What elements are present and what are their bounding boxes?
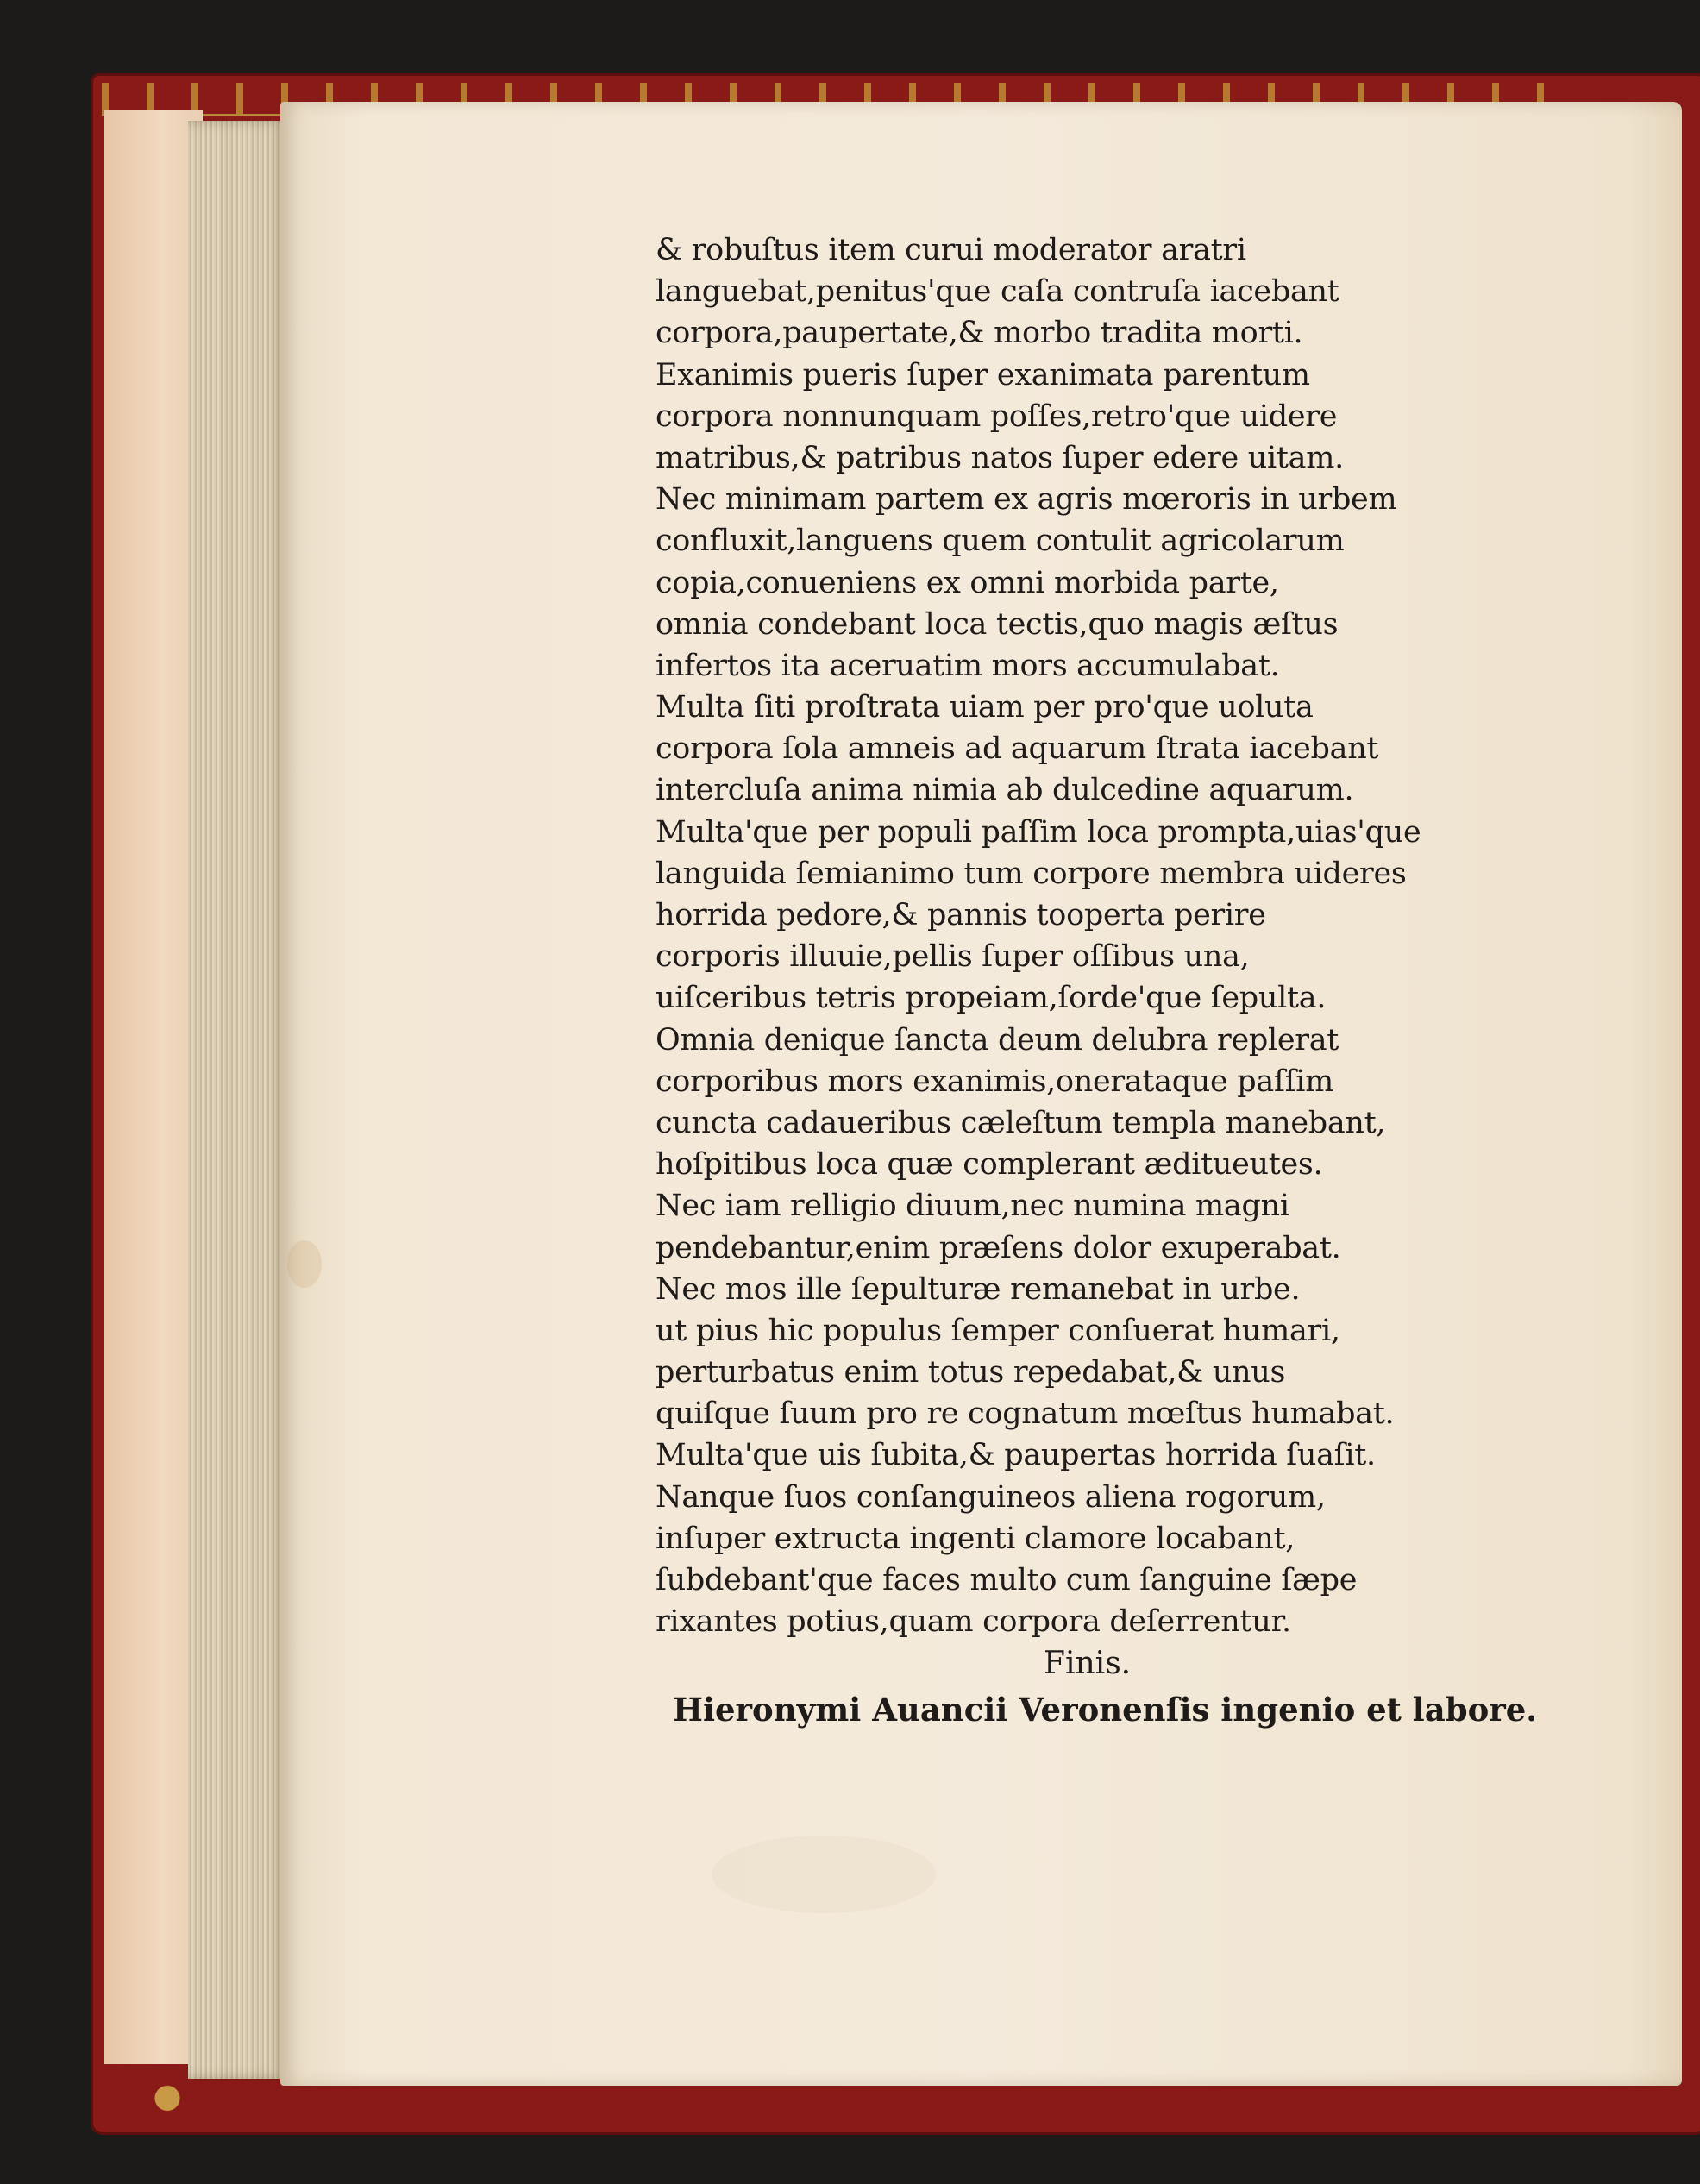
text-line: ut pius hic populus ſemper conſuerat humari, [656,1313,1340,1348]
main-text-block [656,229,1587,1642]
finis-label: Finis. [1044,1646,1132,1681]
text-line: Nec iam relligio diuum,nec numina magni [656,1189,1289,1224]
text-line: Multa'que per populi paſſim loca prompta,uias'que [656,814,1421,850]
text-line: quiſque ſuum pro re cognatum mœſtus humabat. [656,1396,1395,1432]
text-line: omnia condebant loca tectis,quo magis æſtus [656,606,1339,642]
text-line: languida ſemianimo tum corpore membra uideres [656,856,1407,891]
text-line: confluxit,languens quem contulit agricolarum [656,524,1345,559]
text-line: copia,conueniens ex omni morbida parte, [656,565,1279,600]
text-line: Exanimis pueris ſuper exanimata parentum [656,357,1310,392]
text-line: Multa'que uis ſubita,& paupertas horrida ſuaſit. [656,1438,1376,1473]
text-line: corpora,paupertate,& morbo tradita morti. [656,316,1303,351]
text-line: infertos ita aceruatim mors accumulabat. [656,648,1280,683]
text-line: corpora nonnunquam poſſes,retro'que uidere [656,399,1338,434]
text-line: matribus,& patribus natos ſuper edere uitam. [656,440,1344,475]
text-line: perturbatus enim totus repedabat,& unus [656,1355,1286,1390]
text-line: intercluſa anima nimia ab dulcedine aquarum. [656,773,1354,808]
text-line: pendebantur,enim præſens dolor exuperabat. [656,1230,1341,1265]
text-line: horrida pedore,& pannis tooperta perire [656,898,1266,932]
text-line: corpora ſola amneis ad aquarum ſtrata iacebant [656,731,1379,767]
text-line: inſuper extructa ingenti clamore locabant, [656,1521,1295,1556]
text-line: Nanque ſuos conſanguineos aliena rogorum, [656,1479,1326,1515]
text-line: hoſpitibus loca quæ complerant æditueutes. [656,1147,1323,1183]
text-line: Multa ſiti proſtrata uiam per pro'que uoluta [656,690,1314,725]
text-line: corporis illuuie,pellis ſuper oſſibus una, [656,939,1250,975]
foxing-stain [287,1240,322,1288]
colophon-line: Hieronymi Auancii Veronenſis ingenio et labore. [673,1691,1538,1729]
text-line: Nec mos ille ſepulturæ remanebat in urbe. [656,1271,1301,1307]
page-block-edges [188,121,287,2079]
text-line: corporibus mors exanimis,onerataque paſſim [656,1064,1334,1099]
text-line: & robuſtus item curui moderator aratri [656,233,1246,267]
foxing-stain [712,1836,936,1913]
text-line: ſubdebant'que faces multo cum ſanguine ſæpe [656,1563,1358,1597]
text-line: uiſceribus tetris propeiam,ſorde'que ſepulta. [656,981,1327,1016]
text-line: languebat,penitus'que caſa contruſa iacebant [656,274,1339,310]
text-line: Omnia denique ſancta deum delubra replerat [656,1022,1339,1057]
text-line: cuncta cadaueribus cæleſtum templa manebant, [656,1105,1386,1140]
text-line: Nec minimam partem ex agris mœroris in urbem [656,482,1397,518]
text-line: rixantes potius,quam corpora deſerrentur. [656,1604,1291,1640]
